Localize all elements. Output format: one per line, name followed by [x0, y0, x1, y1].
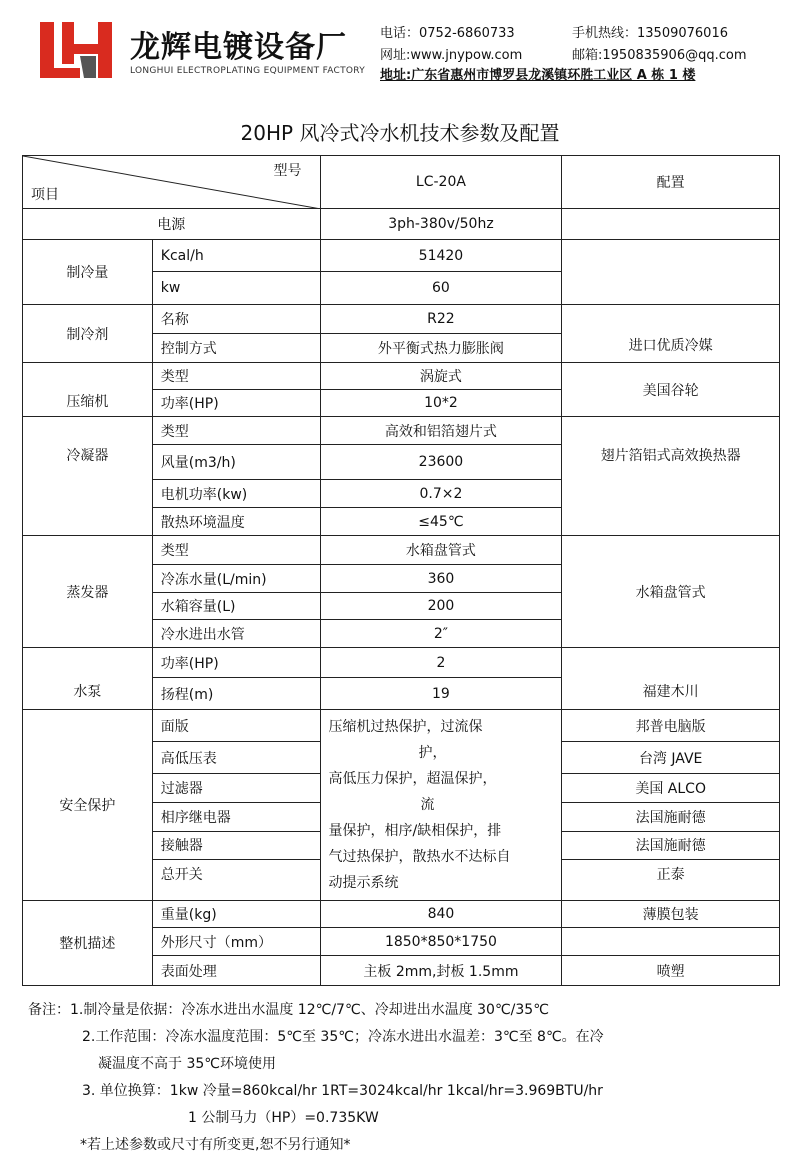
param-name: 类型	[152, 417, 320, 445]
evaporator-label: 蒸发器	[23, 536, 153, 648]
param-value: 10*2	[320, 390, 562, 417]
param-value: 840	[320, 901, 562, 928]
param-config: 台湾 JAVE	[562, 742, 780, 774]
param-value: 水箱盘管式	[320, 536, 562, 565]
power-label: 电源	[23, 209, 321, 240]
param-name: 名称	[152, 305, 320, 334]
param-name: 过滤器	[152, 774, 320, 803]
param-name: 功率(HP)	[152, 648, 320, 678]
param-name: 控制方式	[152, 334, 320, 363]
param-value: 2	[320, 648, 562, 678]
protection-line: 压缩机过热保护，过流保	[328, 719, 483, 735]
remark-line: 2.工作范围：冷冻水温度范围：5℃至 35℃；冷冻水进出水温差：3℃至 8℃。在冷	[82, 1029, 604, 1045]
param-name: 重量(kg)	[152, 901, 320, 928]
param-value: 高效和铝箔翅片式	[320, 417, 562, 445]
table-row	[23, 536, 780, 565]
param-name: Kcal/h	[152, 240, 320, 272]
param-name: 表面处理	[152, 956, 320, 986]
param-value: 1850*850*1750	[320, 928, 562, 956]
param-value: 2″	[320, 620, 562, 648]
param-value: R22	[320, 305, 562, 334]
param-config: 正泰	[562, 859, 780, 900]
table-header-row	[23, 156, 780, 209]
remark-line: 备注：1.制冷量是依据：冷冻水进出水温度 12℃/7℃、冷却进出水温度 30℃/35℃	[28, 1002, 549, 1018]
table-row	[23, 648, 780, 678]
table-row	[23, 240, 780, 272]
param-value: 60	[320, 272, 562, 305]
table-row	[23, 209, 780, 240]
remark-line: 1 公制马力（HP）=0.735KW	[188, 1110, 379, 1126]
table-row	[23, 363, 780, 390]
param-value: 0.7×2	[320, 480, 562, 508]
protection-line: 量保护，相序/缺相保护，排	[328, 823, 502, 839]
config-header: 配置	[562, 156, 780, 209]
remark-line: 3. 单位换算：1kw 冷量=860kcal/hr 1RT=3024kcal/hr 1kcal/hr=3.969BTU/hr	[82, 1083, 603, 1099]
document-title: 20HP 风冷式冷水机技术参数及配置	[240, 121, 560, 145]
model-label: 型号	[273, 163, 302, 179]
protection-line: 气过热保护，散热水不达标自	[328, 849, 511, 865]
protection-line: 动提示系统	[328, 875, 399, 891]
param-config: 法国施耐德	[562, 831, 780, 859]
param-name: 冷水进出水管	[152, 620, 320, 648]
spec-table	[22, 155, 780, 986]
website: 网址:www.jnypow.com	[380, 48, 523, 63]
param-name: 电机功率(kw)	[152, 480, 320, 508]
param-name: 外形尺寸（mm）	[152, 928, 320, 956]
model-value: LC-20A	[320, 156, 562, 209]
param-name: 扬程(m)	[152, 678, 320, 710]
param-value: 200	[320, 593, 562, 620]
param-value: 51420	[320, 240, 562, 272]
param-config	[562, 928, 780, 956]
param-value: 19	[320, 678, 562, 710]
condenser-label: 冷凝器	[23, 417, 153, 536]
letterhead	[0, 0, 800, 100]
remark-line: *若上述参数或尺寸有所变更,恕不另行通知*	[80, 1137, 351, 1153]
param-name: 相序继电器	[152, 802, 320, 831]
param-value: 外平衡式热力膨胀阀	[320, 334, 562, 363]
param-name: 总开关	[152, 859, 320, 900]
param-value: 360	[320, 565, 562, 593]
company-name: 龙辉电镀设备厂	[130, 30, 347, 65]
evaporator-config: 水箱盘管式	[562, 536, 780, 648]
param-value: 主板 2mm,封板 1.5mm	[320, 956, 562, 986]
param-name: 功率(HP)	[152, 390, 320, 417]
remark-line: 凝温度不高于 35℃环境使用	[98, 1056, 276, 1072]
param-name: 冷冻水量(L/min)	[152, 565, 320, 593]
table-row	[23, 901, 780, 928]
refrigerant-config: 进口优质冷媒	[562, 305, 780, 363]
pump-config: 福建木川	[562, 648, 780, 710]
param-name: 水箱容量(L)	[152, 593, 320, 620]
power-value: 3ph-380v/50hz	[320, 209, 562, 240]
param-name: 类型	[152, 363, 320, 390]
protection-line: 护，	[418, 745, 447, 761]
param-config: 法国施耐德	[562, 802, 780, 831]
protection-line: 流	[420, 797, 435, 813]
item-label: 项目	[31, 187, 59, 203]
company-english-name: LONGHUI ELECTROPLATING EQUIPMENT FACTORY	[130, 66, 366, 76]
param-value: 涡旋式	[320, 363, 562, 390]
power-config	[562, 209, 780, 240]
param-config: 美国 ALCO	[562, 774, 780, 803]
param-name: 接触器	[152, 831, 320, 859]
pump-label: 水泵	[23, 648, 153, 710]
param-value: ≤45℃	[320, 508, 562, 536]
param-name: 高低压表	[152, 742, 320, 774]
param-name: kw	[152, 272, 320, 305]
email: 邮箱:1950835906@qq.com	[572, 48, 747, 63]
protection-label: 安全保护	[23, 710, 153, 901]
address: 地址:广东省惠州市博罗县龙溪镇环胜工业区 A 栋 1 楼	[380, 68, 696, 83]
param-name: 风量(m3/h)	[152, 445, 320, 480]
cooling-label: 制冷量	[23, 240, 153, 305]
phone: 电话：0752-6860733	[380, 26, 515, 41]
compressor-config: 美国谷轮	[562, 363, 780, 417]
diagonal-header-cell	[23, 156, 321, 209]
param-value: 23600	[320, 445, 562, 480]
table-row	[23, 305, 780, 334]
overall-label: 整机描述	[23, 901, 153, 986]
condenser-config: 翅片箔铝式高效换热器	[562, 417, 780, 536]
param-name: 散热环境温度	[152, 508, 320, 536]
param-name: 面版	[152, 710, 320, 742]
cooling-config	[562, 240, 780, 305]
refrigerant-label: 制冷剂	[23, 305, 153, 363]
param-name: 类型	[152, 536, 320, 565]
param-config: 喷塑	[562, 956, 780, 986]
table-row	[23, 710, 780, 742]
mobile-hotline: 手机热线：13509076016	[572, 26, 728, 41]
remarks	[28, 997, 788, 1159]
compressor-label: 压缩机	[23, 363, 153, 417]
param-config: 薄膜包装	[562, 901, 780, 928]
param-config: 邦普电脑版	[562, 710, 780, 742]
table-row	[23, 417, 780, 445]
protection-line: 高低压力保护，超温保护，	[328, 771, 497, 787]
protection-description	[320, 710, 562, 901]
company-logo-icon	[40, 22, 120, 78]
